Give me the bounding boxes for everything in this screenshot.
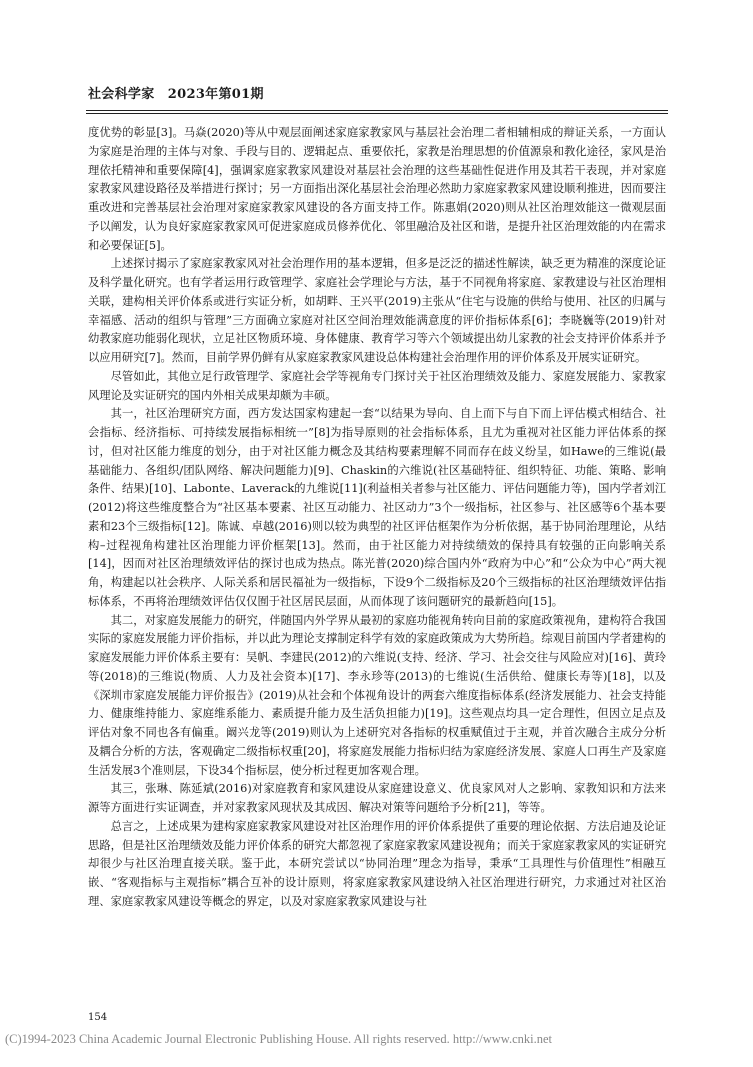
paragraph-continued: 度优势的彰显[3]。马焱(2020)等从中观层面阐述家庭家教家风与基层社会治理二者相辅相成的辩证关系，一方面认为家庭是治理的主体与对象、手段与目的、逻辑起点、重要依托，家教是治理思想的价值源泉和教化途径，家风是治理依托精神和重要保障[4]，强调家庭家教家风建设对基层社会治理的这些基础性促进作用及其若干表现，并对家庭家教家风建设路径及举措进行探讨；另一方面指出深化基层社会治理必然助力家庭家教家风建设顺利推进，因而要注重改进和完善基层社会治理对家庭家教家风建设的各方面支持工作。陈惠娟(2020)则从社区治理效能这一微观层面予以阐发，认为良好家庭家教家风可促进家庭成员修养优化、邻里融洽及社区和谐，是提升社区治理效能的内在需求和必要保证[5]。: [88, 126, 666, 252]
paragraph: 其一，社区治理研究方面，西方发达国家构建起一套“以结果为导向、自上而下与自下而上评估模式相结合、社会指标、经济指标、可持续发展指标相统一”[8]为指导原则的社会指标体系，且尤为重视对社区能力评估体系的探讨，但对社区能力维度的划分，由于对社区能力概念及其结构要素理解不同而存在歧义纷呈，如Hawe的三维说(最基础能力、各组织/团队网络、解决问题能力)[9]、Chaskin的六维说(社区基础特征、组织特征、功能、策略、影响条件、结果)[10]、Labonte、Laverack的九维说[11](利益相关者参与社区能力、评估问题能力等)，国内学者刘江(2012)将这些维度整合为“社区基本要素、社区互动能力、社区动力”3个一级指标，社区参与、社区感等6个基本要素和23个三级指标[12]。陈诚、卓越(2016)则以较为典型的社区评估框架作为分析依据，基于协同治理理论，从结构–过程视角构建社区治理能力评价框架[13]。然而，由于社区能力对持续绩效的保持具有较强的正向影响关系[14]，因而对社区治理绩效评估的探讨也成为热点。陈光普(2020)综合国内外“政府为中心”和“公众为中心”两大视角，构建起以社会秩序、人际关系和居民福祉为一级指标，下设9个二级指标及20个三级指标的社区治理绩效评估指标体系，不再将治理绩效评估仅仅囿于社区居民层面，从而体现了该问题研究的最新趋向[15]。: [88, 407, 666, 608]
paragraph: 总言之，上述成果为建构家庭家教家风建设对社区治理作用的评价体系提供了重要的理论依据、方法启迪及论证思路，但是社区治理绩效及能力评价体系的研究大都忽视了家庭家教家风建设视角；而关于家庭家教家风的实证研究却很少与社区治理直接关联。鉴于此，本研究尝试以“协同治理”理念为指导，秉承“工具理性与价值理性”相融互嵌、“客观指标与主观指标”耦合互补的设计原则，将家庭家教家风建设纳入社区治理进行研究，力求通过对社区治理、家庭家教家风建设等概念的界定，以及对家庭家教家风建设与社: [88, 819, 666, 908]
paragraph: 上述探讨揭示了家庭家教家风对社会治理作用的基本逻辑，但多是泛泛的描述性解读，缺乏更为精准的深度论证及科学量化研究。也有学者运用行政管理学、家庭社会学理论与方法，基于不同视角将家庭、家教建设与社区治理相关联，建构相关评价体系或进行实证分析，如胡畔、王兴平(2019)主张从“住宅与设施的供给与使用、社区的归属与幸福感、活动的组织与管理”三方面确立家庭对社区空间治理效能满意度的评价指标体系[6]；李晓巍等(2019)针对幼教家庭功能弱化现状，立足社区物质环境、身体健康、教育学习等六个领域提出幼儿家教的社会支持评价体系并予以应用研究[7]。然而，目前学界仍鲜有从家庭家教家风建设总体构建社会治理作用的评价体系及开展实证研究。: [88, 257, 666, 364]
paragraph: 其二，对家庭发展能力的研究，伴随国内外学界从最初的家庭功能视角转向目前的家庭政策视角，建构符合我国实际的家庭发展能力评价指标，并以此为理论支撑制定科学有效的家庭政策成为大势所趋。综观目前国内学者建构的家庭发展能力评价体系主要有：吴帆、李建民(2012)的六维说(支持、经济、学习、社会交往与风险应对)[16]、黄玲等(2018)的三维说(物质、人力及社会资本)[17]、李永珍等(2013)的七维说(生活供给、健康长寿等)[18]，以及《深圳市家庭发展能力评价报告》(2019)从社会和个体视角设计的两套六维度指标体系(经济发展能力、社会支持能力、健康维持能力、家庭维系能力、素质提升能力及生活负担能力)[19]。这些观点均具一定合理性，但因立足点及评估对象不同也各有偏重。阚兴龙等(2019)则认为上述研究对各指标的权重赋值过于主观，并首次融合主成分分析及耦合分析的方法，客观确定二级指标权重[20]，将家庭发展能力指标归结为家庭经济发展、家庭人口再生产及家庭生活发展3个准则层，下设34个指标层，使分析过程更加客观合理。: [88, 613, 666, 777]
header-rule-bottom: [86, 113, 668, 114]
copyright-footer: (C)1994-2023 China Academic Journal Electronic Publishing House. All rights reserved. http://www.cnki.net: [5, 1032, 553, 1046]
paragraph: 其三，张琳、陈延斌(2016)对家庭教育和家风建设从家庭建设意义、优良家风对人之影响、家教知识和方法来源等方面进行实证调查，并对家教家风现状及其成因、解决对策等问题给予分析[21]，等等。: [88, 782, 666, 814]
journal-header: 社会科学家 2023年第01期: [88, 87, 264, 102]
header-rule-top: [86, 110, 668, 111]
article-body: [88, 124, 666, 912]
paragraph: 尽管如此，其他立足行政管理学、家庭社会学等视角专门探讨关于社区治理绩效及能力、家庭发展能力、家教家风理论及实证研究的国内外相关成果却颇为丰硕。: [88, 369, 666, 402]
page-number: 154: [88, 1012, 108, 1023]
